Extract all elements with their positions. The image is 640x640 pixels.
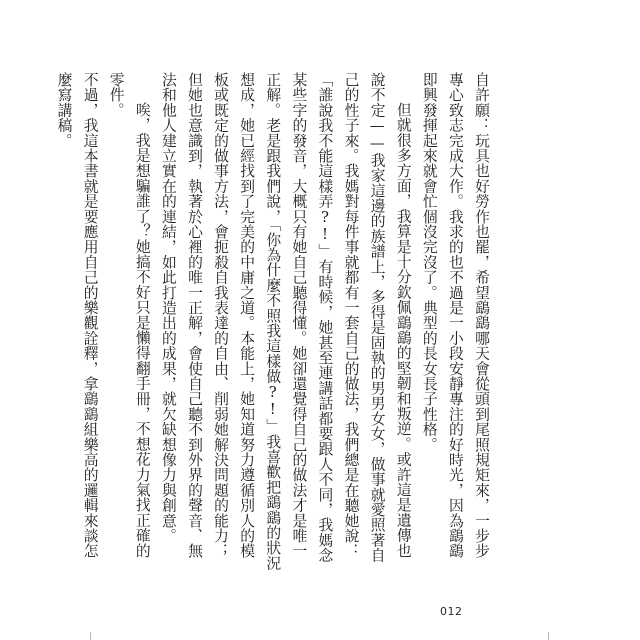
paragraph-sigh: 唉，我是想騙誰了？她搞不好只是懶得翻手冊，不想花力氣找正確的零件。: [107, 72, 151, 558]
crop-mark-right: [548, 632, 549, 640]
paragraph-continued: 自許願：玩具也好勞作也罷，希望鷂鷂哪天會從頭到尾照規矩來，一步步專心致志完成大作。我求的也不過是一小段安靜專注的好時光，因為鷂鷂即興發揮起來就會忙個沒完沒了。典型的長女長子性格。: [420, 72, 490, 559]
paragraph-determination: 但就很多方面，我算是十分欽佩鷂鷂的堅韌和叛逆。或許這是遺傳也說不定——我家這邊的族譜上，多得是固執的男男女女，做事就愛照著自己的性子來。我媽對每件事就都有一套自己的做法，我們總是在聽她說：「誰說我不能這樣弄?!」有時候，她甚至連講話都要跟人不同，我媽念某些字的發音，大概只有她自己聽得懂。她卻還覺得自己的做法才是唯一正解。老是跟我們說，「你為什麼不照我這樣做?!」我喜歡把鷂鷂的狀況想成，她已經找到了完美的中庸之道。本能上，她知道努力遵循別人的模板或既定的做事方法，會扼殺自我表達的自由、削弱她解決問題的能力；但她也意識到，執著於心裡的唯一正解，會使自己聽不到外界的聲音、無法和他人建立實在的連結，如此打造出的成果，就欠缺想像力與創意。: [159, 72, 412, 571]
page-number: 012: [440, 605, 463, 618]
paragraph-book-purpose: 不過，我這本書就是要應用自己的樂觀詮釋，拿鷂鷂組樂高的邏輯來談怎麼寫講稿。: [55, 72, 99, 559]
vertical-text-body: [50, 72, 494, 572]
crop-mark-left: [90, 632, 91, 640]
